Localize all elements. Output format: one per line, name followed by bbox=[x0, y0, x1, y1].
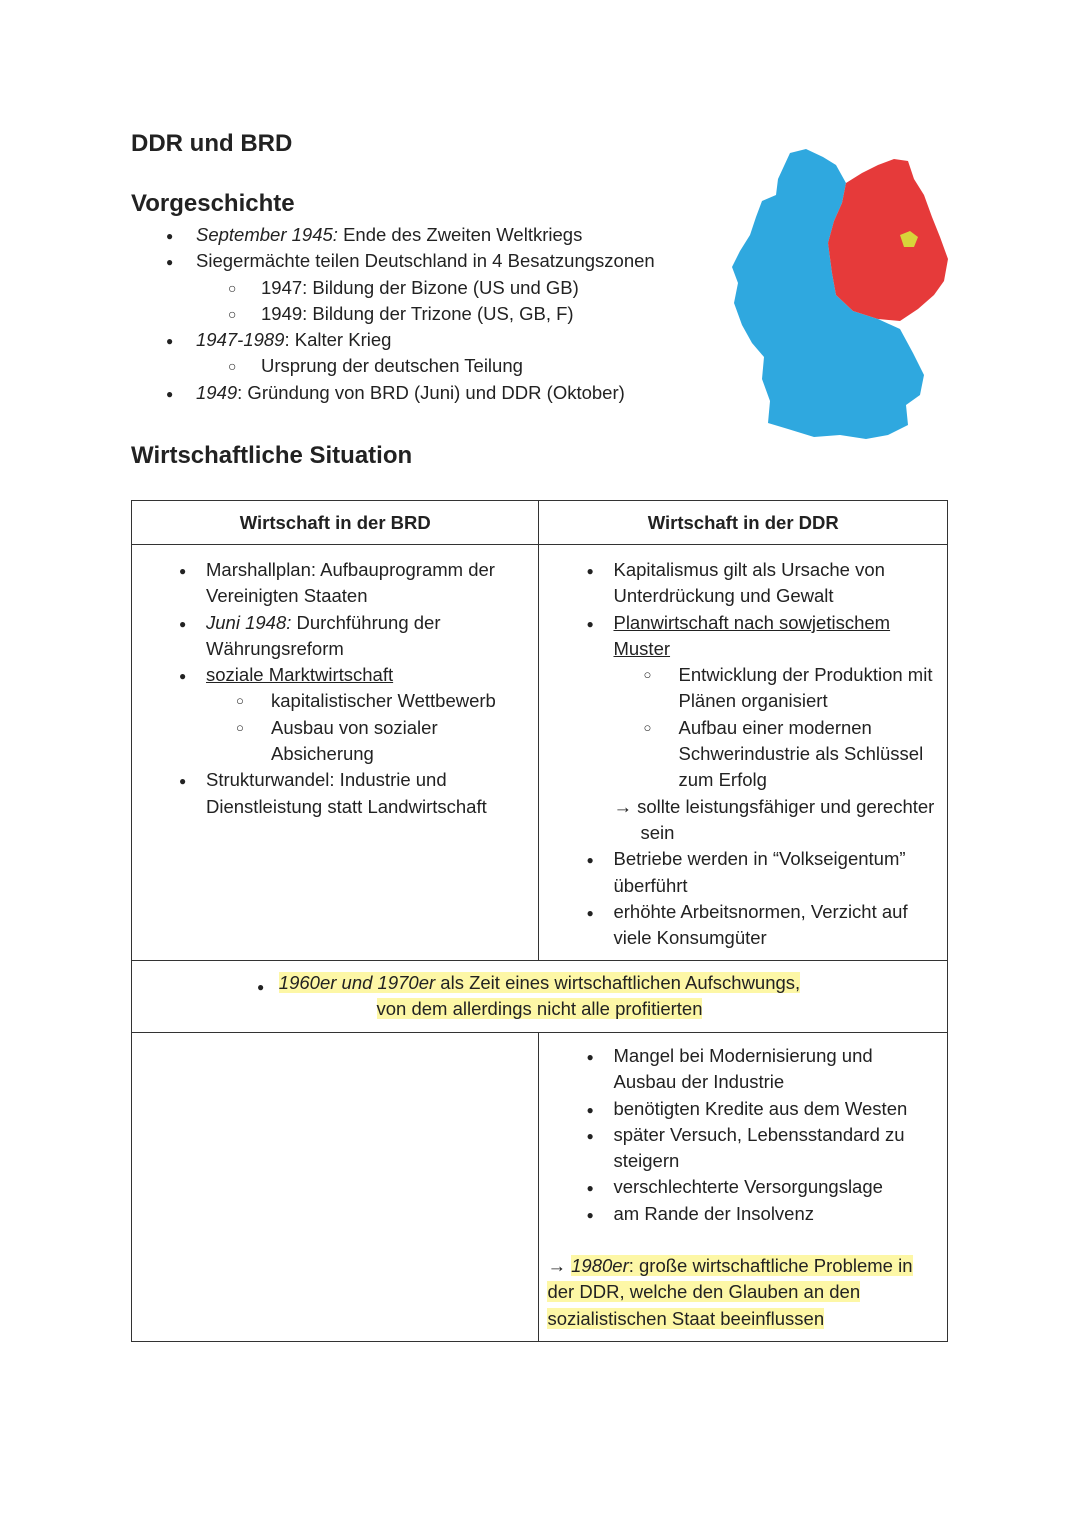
list-item: ○ 1949: Bildung der Trizone (US, GB, F) bbox=[196, 301, 655, 327]
list-item: ● September 1945: Ende des Zweiten Weltkriegs bbox=[196, 222, 655, 248]
list-item: ● Siegermächte teilen Deutschland in 4 Besatzungszonen bbox=[196, 248, 655, 274]
list-item: ● 1949: Gründung von BRD (Juni) und DDR (Oktober) bbox=[196, 380, 655, 406]
ddr-conclusion-note: → 1980er: große wirtschaftliche Probleme in der DDR, welche den Glauben an den sozialistischen Staat beeinflussen bbox=[547, 1255, 913, 1329]
list-item: ● benötigten Kredite aus dem Westen bbox=[613, 1096, 935, 1122]
list-item: ● soziale Marktwirtschaft bbox=[206, 662, 518, 688]
list-item: ○ Ausbau von sozialer Absicherung bbox=[206, 715, 518, 768]
ddr-list bbox=[539, 545, 947, 951]
list-item: ○ Aufbau einer modernen Schwerindustrie als Schlüssel zum Erfolg bbox=[613, 715, 935, 794]
list-item: ● Planwirtschaft nach sowjetischem Muster bbox=[613, 610, 935, 663]
ddr-later-list bbox=[539, 1033, 947, 1227]
section-heading-vorgeschichte: Vorgeschichte bbox=[131, 190, 295, 217]
list-item: ● Kapitalismus gilt als Ursache von Unterdrückung und Gewalt bbox=[613, 557, 935, 610]
list-item: ● Strukturwandel: Industrie und Dienstleistung statt Landwirtschaft bbox=[206, 767, 518, 820]
list-item: ● Juni 1948: Durchführung der Währungsreform bbox=[206, 610, 518, 663]
list-item: ○ Entwicklung der Produktion mit Plänen organisiert bbox=[613, 662, 935, 715]
economy-comparison-table bbox=[131, 500, 948, 1342]
middle-summary: ● 1960er und 1970er als Zeit eines wirtschaftlichen Aufschwungs, von dem allerdings nicht alle profitierten bbox=[257, 972, 801, 1020]
list-item: ○ Ursprung der deutschen Teilung bbox=[196, 353, 655, 379]
list-item: ● erhöhte Arbeitsnormen, Verzicht auf viele Konsumgüter bbox=[613, 899, 935, 952]
list-item: ○ 1947: Bildung der Bizone (US und GB) bbox=[196, 275, 655, 301]
brd-empty-cell bbox=[132, 1033, 539, 1342]
ddr-cell bbox=[539, 545, 948, 961]
list-item: ● Betriebe werden in “Volkseigentum” überführt bbox=[613, 846, 935, 899]
list-item: → sollte leistungsfähiger und gerechter sein bbox=[613, 795, 935, 843]
column-header-ddr: Wirtschaft in der DDR bbox=[539, 501, 948, 545]
list-item: ● am Rande der Insolvenz bbox=[613, 1201, 935, 1227]
list-item: ● später Versuch, Lebensstandard zu steigern bbox=[613, 1122, 935, 1175]
brd-list bbox=[132, 545, 538, 820]
list-item: ● verschlechterte Versorgungslage bbox=[613, 1174, 935, 1200]
section-heading-wirtschaft: Wirtschaftliche Situation bbox=[131, 442, 413, 469]
list-item: ● Marshallplan: Aufbauprogramm der Vereinigten Staaten bbox=[206, 557, 518, 610]
list-item: ● Mangel bei Modernisierung und Ausbau der Industrie bbox=[613, 1043, 935, 1096]
germany-map-image bbox=[728, 143, 953, 443]
middle-summary-cell bbox=[132, 961, 948, 1033]
document-title: DDR und BRD bbox=[131, 130, 293, 157]
vorgeschichte-list bbox=[196, 222, 655, 406]
brd-cell bbox=[132, 545, 539, 961]
east-germany-region bbox=[828, 159, 948, 321]
list-item: ● 1947-1989: Kalter Krieg bbox=[196, 327, 655, 353]
list-item: ○ kapitalistischer Wettbewerb bbox=[206, 688, 518, 714]
ddr-later-cell bbox=[539, 1033, 948, 1342]
column-header-brd: Wirtschaft in der BRD bbox=[132, 501, 539, 545]
